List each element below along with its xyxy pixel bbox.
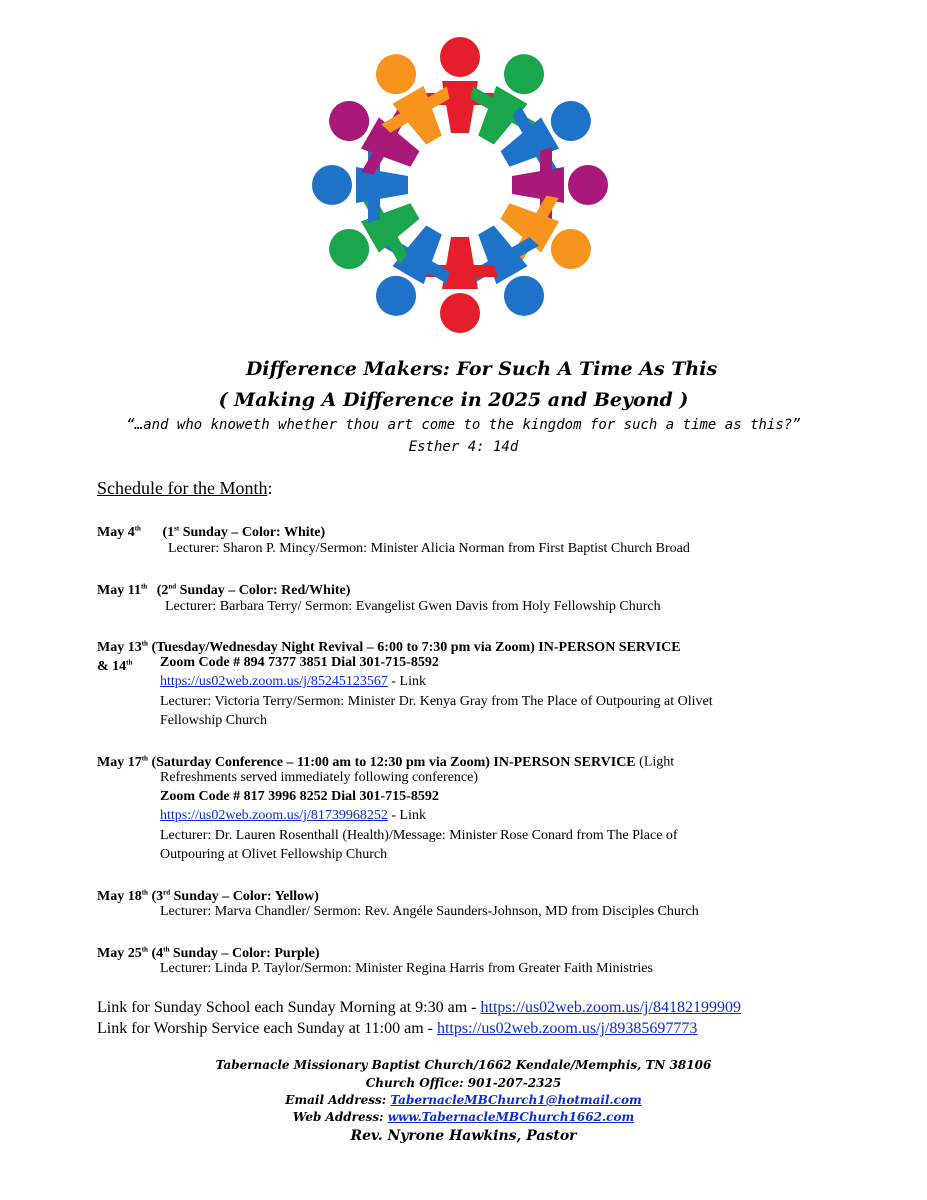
event-may-13-link-row: https://us02web.zoom.us/j/85245123567 - Link [160, 674, 426, 689]
event-may-17: May 17th (Saturday Conference – 11:00 am to 12:30 pm via Zoom) IN-PERSON SERVICE (Light [97, 754, 675, 770]
footer-pastor: Rev. Nyrone Hawkins, Pastor [350, 1128, 577, 1144]
event-may-17-lecturer-cont: Outpouring at Olivet Fellowship Church [160, 847, 388, 862]
footer-web-row: Web Address: www.TabernacleMBChurch1662.com [292, 1110, 635, 1124]
event-may-13: May 13th (Tuesday/Wednesday Night Revival – 6:00 to 7:30 pm via Zoom) IN-PERSON SERVICE [97, 639, 681, 655]
event-may-17-link-row: https://us02web.zoom.us/j/81739968252 - Link [160, 808, 426, 823]
schedule-heading: Schedule for the Month: [97, 478, 273, 498]
footer-address: Tabernacle Missionary Baptist Church/1662 Kendale/Memphis, TN 38106 [215, 1058, 712, 1072]
event-may-13-link[interactable]: https://us02web.zoom.us/j/85245123567 [160, 674, 388, 689]
footer-office: Church Office: 901-207-2325 [365, 1076, 562, 1090]
footer-email-row: Email Address: TabernacleMBChurch1@hotmail.com [285, 1093, 642, 1107]
event-may-18: May 18th (3rd Sunday – Color: Yellow) [97, 888, 319, 904]
scripture-quote: “…and who knoweth whether thou art come to the kingdom for such a time as this?” [126, 417, 801, 433]
event-may-4-lecturer: Lecturer: Sharon P. Mincy/Sermon: Minister Alicia Norman from First Baptist Church Broad [168, 541, 690, 556]
event-may-13-lecturer: Lecturer: Victoria Terry/Sermon: Minister Dr. Kenya Gray from The Place of Outpouring at Olivet [160, 694, 713, 709]
scripture-reference: Esther 4: 14d [408, 439, 519, 455]
title-line-2: ( Making A Difference in 2025 and Beyond ) [218, 389, 689, 411]
worship-link-row: Link for Worship Service each Sunday at 11:00 am - https://us02web.zoom.us/j/89385697773 [97, 1020, 698, 1037]
event-may-25: May 25th (4th Sunday – Color: Purple) [97, 945, 320, 961]
event-may-14: & 14th [97, 658, 133, 674]
sunday-school-link-row: Link for Sunday School each Sunday Morning at 9:30 am - https://us02web.zoom.us/j/84182199909 [97, 999, 741, 1016]
footer-email-link[interactable]: TabernacleMBChurch1@hotmail.com [390, 1093, 642, 1107]
footer-web-link[interactable]: www.TabernacleMBChurch1662.com [387, 1110, 635, 1124]
people-circle-logo [300, 30, 620, 340]
event-may-11-lecturer: Lecturer: Barbara Terry/ Sermon: Evangelist Gwen Davis from Holy Fellowship Church [165, 599, 661, 614]
event-may-17-zoom: Zoom Code # 817 3996 8252 Dial 301-715-8592 [160, 789, 439, 804]
event-may-13-lecturer-cont: Fellowship Church [160, 713, 267, 728]
event-may-4: May 4th (1st Sunday – Color: White) [97, 524, 326, 540]
event-may-25-lecturer: Lecturer: Linda P. Taylor/Sermon: Minister Regina Harris from Greater Faith Ministries [160, 961, 653, 976]
event-may-17-lecturer: Lecturer: Dr. Lauren Rosenthall (Health)/Message: Minister Rose Conard from The Place of [160, 828, 678, 843]
event-may-18-lecturer: Lecturer: Marva Chandler/ Sermon: Rev. Angéle Saunders-Johnson, MD from Disciples Church [160, 904, 699, 919]
worship-link[interactable]: https://us02web.zoom.us/j/89385697773 [436, 1020, 698, 1037]
title-line-1: Difference Makers: For Such A Time As This [245, 358, 718, 380]
event-may-11: May 11th (2nd Sunday – Color: Red/White) [97, 582, 351, 598]
event-may-17-desc: Refreshments served immediately following conference) [160, 770, 478, 785]
sunday-school-link[interactable]: https://us02web.zoom.us/j/84182199909 [480, 999, 741, 1016]
event-may-17-link[interactable]: https://us02web.zoom.us/j/81739968252 [160, 808, 388, 823]
event-may-13-zoom: Zoom Code # 894 7377 3851 Dial 301-715-8592 [160, 655, 439, 670]
